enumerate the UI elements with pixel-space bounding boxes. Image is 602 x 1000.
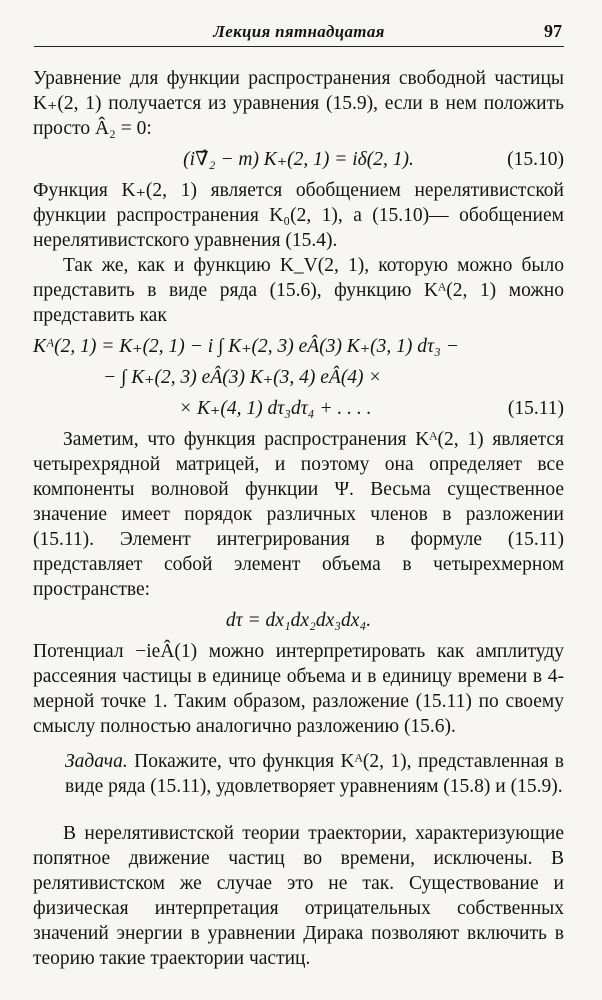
- equation-15-11-line-1: [33, 334, 564, 359]
- equation-15-11-line-3-body: × K₊(4, 1) dτ₃dτ₄ + . . . .: [179, 398, 372, 419]
- equation-15-11-line-2: [33, 365, 564, 390]
- task-text: Покажите, что функция Kᴬ(2, 1), представленная в виде ряда (15.11), удовлетворяет уравнениям (15.8) и (15.9).: [65, 751, 564, 797]
- equation-15-10-body: (i∇̂₂ − m) K₊(2, 1) = iδ(2, 1).: [183, 149, 414, 170]
- paragraph-5: Потенциал −ieÂ(1) можно интерпретировать как амплитуду рассеяния частицы в единице объема и в единицу времени в 4-мерной точке 1. Таким образом, разложение (15.11) по своему смыслу полностью аналогично разложению (15.6).: [33, 641, 564, 737]
- paragraph-4: Заметим, что функция распространения Kᴬ(2, 1) является четырехрядной матрицей, и поэтому она определяет все компоненты волновой функции Ψ. Весьма существенное значение имеет порядок различных членов в разложении (15.11). Элемент интегрирования в формуле (15.11) представляет собой элемент объема в четырехмерном пространстве:: [33, 429, 564, 600]
- running-header: [34, 18, 564, 47]
- paragraph-1: Уравнение для функции распространения свободной частицы K₊(2, 1) получается из уравнения (15.9), если в нем положить просто Â₂ = 0:: [33, 68, 564, 139]
- paragraph-2: Функция K₊(2, 1) является обобщением нерелятивистской функции распространения K₀(2, 1), а (15.10)— обобщением нерелятивистского уравнения (15.4).: [33, 180, 564, 251]
- paragraph-6: В нерелятивистской теории траектории, характеризующие попятное движение частиц во времени, исключены. В релятивистском же случае это не так. Существование и физическая интерпретация отрицательных собственных значений энергии в уравнении Дирака позволяют включить в теорию такие траектории частиц.: [33, 823, 564, 969]
- equation-15-10-label: (15.10): [507, 149, 564, 170]
- task-label: Задача.: [65, 751, 128, 772]
- equation-volume-element: [33, 608, 564, 633]
- equation-15-11-label: (15.11): [507, 398, 564, 419]
- page-number: 97: [544, 21, 562, 41]
- equation-15-11-line-3: [33, 396, 564, 421]
- equation-15-11-line-1-body: Kᴬ(2, 1) = K₊(2, 1) − i ∫ K₊(2, 3) eÂ(3) K₊(3, 1) dτ₃ −: [33, 336, 459, 357]
- equation-15-11-line-2-body: − ∫ K₊(2, 3) eÂ(3) K₊(3, 4) eÂ(4) ×: [103, 367, 382, 388]
- chapter-title: Лекция пятнадцатая: [213, 22, 385, 41]
- page-body: [33, 66, 564, 971]
- paragraph-3: Так же, как и функцию K_V(2, 1), которую можно было представить в виде ряда (15.6), функцию Kᴬ(2, 1) можно представить как: [33, 255, 564, 326]
- task-block: [65, 749, 564, 799]
- equation-15-10: [33, 147, 564, 172]
- equation-volume-element-body: dτ = dx₁dx₂dx₃dx₄.: [225, 610, 372, 631]
